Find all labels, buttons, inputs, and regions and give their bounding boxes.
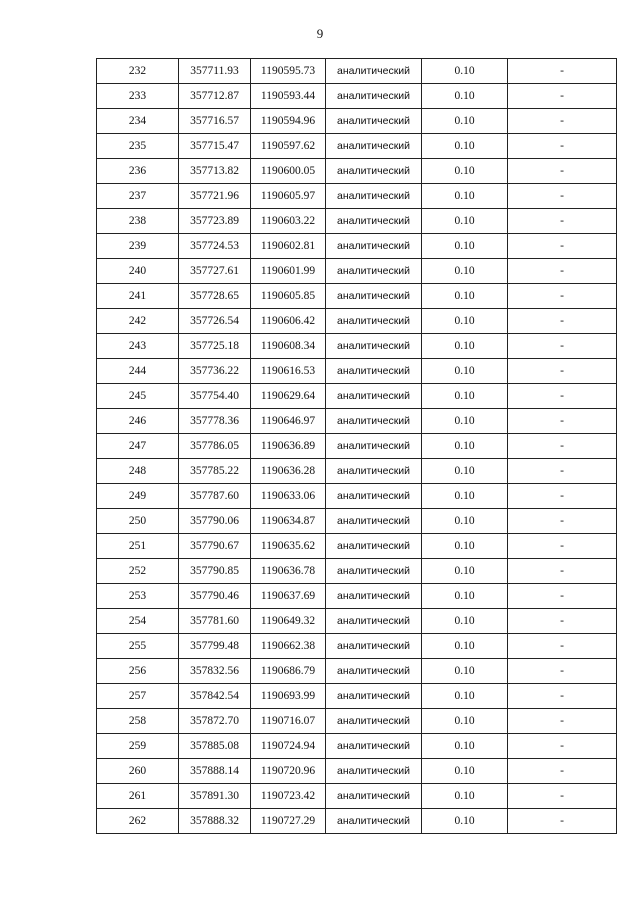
x-coordinate-cell: 357728.65 — [179, 284, 251, 309]
accuracy-cell: 0.10 — [422, 284, 508, 309]
accuracy-cell: 0.10 — [422, 659, 508, 684]
accuracy-cell: 0.10 — [422, 784, 508, 809]
y-coordinate-cell: 1190720.96 — [251, 759, 326, 784]
y-coordinate-cell: 1190605.85 — [251, 284, 326, 309]
note-cell: - — [508, 159, 617, 184]
x-coordinate-cell: 357725.18 — [179, 334, 251, 359]
y-coordinate-cell: 1190724.94 — [251, 734, 326, 759]
y-coordinate-cell: 1190662.38 — [251, 634, 326, 659]
x-coordinate-cell: 357716.57 — [179, 109, 251, 134]
y-coordinate-cell: 1190636.78 — [251, 559, 326, 584]
point-number-cell: 246 — [97, 409, 179, 434]
method-cell: аналитический — [326, 259, 422, 284]
x-coordinate-cell: 357715.47 — [179, 134, 251, 159]
table-row — [97, 484, 617, 509]
method-cell: аналитический — [326, 809, 422, 834]
note-cell: - — [508, 634, 617, 659]
note-cell: - — [508, 509, 617, 534]
point-number-cell: 237 — [97, 184, 179, 209]
accuracy-cell: 0.10 — [422, 584, 508, 609]
accuracy-cell: 0.10 — [422, 209, 508, 234]
table-row — [97, 784, 617, 809]
accuracy-cell: 0.10 — [422, 109, 508, 134]
accuracy-cell: 0.10 — [422, 134, 508, 159]
method-cell: аналитический — [326, 784, 422, 809]
point-number-cell: 261 — [97, 784, 179, 809]
table-row — [97, 384, 617, 409]
y-coordinate-cell: 1190686.79 — [251, 659, 326, 684]
table-row — [97, 709, 617, 734]
point-number-cell: 235 — [97, 134, 179, 159]
table-row — [97, 634, 617, 659]
note-cell: - — [508, 709, 617, 734]
accuracy-cell: 0.10 — [422, 409, 508, 434]
x-coordinate-cell: 357785.22 — [179, 459, 251, 484]
point-number-cell: 240 — [97, 259, 179, 284]
point-number-cell: 258 — [97, 709, 179, 734]
accuracy-cell: 0.10 — [422, 359, 508, 384]
method-cell: аналитический — [326, 734, 422, 759]
method-cell: аналитический — [326, 434, 422, 459]
table-row — [97, 209, 617, 234]
x-coordinate-cell: 357842.54 — [179, 684, 251, 709]
x-coordinate-cell: 357712.87 — [179, 84, 251, 109]
y-coordinate-cell: 1190601.99 — [251, 259, 326, 284]
table-body — [97, 59, 617, 834]
x-coordinate-cell: 357790.67 — [179, 534, 251, 559]
accuracy-cell: 0.10 — [422, 809, 508, 834]
accuracy-cell: 0.10 — [422, 459, 508, 484]
note-cell: - — [508, 784, 617, 809]
point-number-cell: 233 — [97, 84, 179, 109]
y-coordinate-cell: 1190629.64 — [251, 384, 326, 409]
table-row — [97, 534, 617, 559]
table-row — [97, 234, 617, 259]
method-cell: аналитический — [326, 59, 422, 84]
accuracy-cell: 0.10 — [422, 309, 508, 334]
method-cell: аналитический — [326, 109, 422, 134]
table-row — [97, 734, 617, 759]
table-row — [97, 409, 617, 434]
method-cell: аналитический — [326, 409, 422, 434]
x-coordinate-cell: 357727.61 — [179, 259, 251, 284]
table-row — [97, 334, 617, 359]
note-cell: - — [508, 59, 617, 84]
note-cell: - — [508, 359, 617, 384]
x-coordinate-cell: 357786.05 — [179, 434, 251, 459]
point-number-cell: 232 — [97, 59, 179, 84]
method-cell: аналитический — [326, 534, 422, 559]
x-coordinate-cell: 357781.60 — [179, 609, 251, 634]
accuracy-cell: 0.10 — [422, 84, 508, 109]
table-row — [97, 434, 617, 459]
table-row — [97, 84, 617, 109]
x-coordinate-cell: 357888.32 — [179, 809, 251, 834]
accuracy-cell: 0.10 — [422, 709, 508, 734]
coordinates-table — [96, 58, 617, 834]
note-cell: - — [508, 559, 617, 584]
accuracy-cell: 0.10 — [422, 159, 508, 184]
method-cell: аналитический — [326, 234, 422, 259]
y-coordinate-cell: 1190606.42 — [251, 309, 326, 334]
point-number-cell: 249 — [97, 484, 179, 509]
x-coordinate-cell: 357885.08 — [179, 734, 251, 759]
note-cell: - — [508, 434, 617, 459]
y-coordinate-cell: 1190594.96 — [251, 109, 326, 134]
accuracy-cell: 0.10 — [422, 559, 508, 584]
y-coordinate-cell: 1190636.28 — [251, 459, 326, 484]
method-cell: аналитический — [326, 359, 422, 384]
x-coordinate-cell: 357790.46 — [179, 584, 251, 609]
table-row — [97, 184, 617, 209]
note-cell: - — [508, 209, 617, 234]
y-coordinate-cell: 1190635.62 — [251, 534, 326, 559]
y-coordinate-cell: 1190593.44 — [251, 84, 326, 109]
x-coordinate-cell: 357787.60 — [179, 484, 251, 509]
point-number-cell: 250 — [97, 509, 179, 534]
y-coordinate-cell: 1190608.34 — [251, 334, 326, 359]
note-cell: - — [508, 484, 617, 509]
note-cell: - — [508, 134, 617, 159]
x-coordinate-cell: 357736.22 — [179, 359, 251, 384]
point-number-cell: 244 — [97, 359, 179, 384]
x-coordinate-cell: 357891.30 — [179, 784, 251, 809]
y-coordinate-cell: 1190716.07 — [251, 709, 326, 734]
x-coordinate-cell: 357723.89 — [179, 209, 251, 234]
method-cell: аналитический — [326, 309, 422, 334]
x-coordinate-cell: 357711.93 — [179, 59, 251, 84]
accuracy-cell: 0.10 — [422, 634, 508, 659]
method-cell: аналитический — [326, 759, 422, 784]
note-cell: - — [508, 684, 617, 709]
x-coordinate-cell: 357778.36 — [179, 409, 251, 434]
table-row — [97, 684, 617, 709]
point-number-cell: 236 — [97, 159, 179, 184]
y-coordinate-cell: 1190693.99 — [251, 684, 326, 709]
note-cell: - — [508, 584, 617, 609]
point-number-cell: 234 — [97, 109, 179, 134]
point-number-cell: 260 — [97, 759, 179, 784]
method-cell: аналитический — [326, 184, 422, 209]
note-cell: - — [508, 259, 617, 284]
point-number-cell: 255 — [97, 634, 179, 659]
accuracy-cell: 0.10 — [422, 609, 508, 634]
note-cell: - — [508, 459, 617, 484]
method-cell: аналитический — [326, 284, 422, 309]
x-coordinate-cell: 357724.53 — [179, 234, 251, 259]
method-cell: аналитический — [326, 609, 422, 634]
accuracy-cell: 0.10 — [422, 384, 508, 409]
table-row — [97, 134, 617, 159]
table-row — [97, 259, 617, 284]
accuracy-cell: 0.10 — [422, 734, 508, 759]
page-number: 9 — [316, 26, 324, 41]
table-row — [97, 459, 617, 484]
note-cell: - — [508, 659, 617, 684]
point-number-cell: 253 — [97, 584, 179, 609]
table-row — [97, 59, 617, 84]
table-row — [97, 759, 617, 784]
y-coordinate-cell: 1190637.69 — [251, 584, 326, 609]
point-number-cell: 257 — [97, 684, 179, 709]
table-row — [97, 659, 617, 684]
accuracy-cell: 0.10 — [422, 434, 508, 459]
method-cell: аналитический — [326, 684, 422, 709]
accuracy-cell: 0.10 — [422, 334, 508, 359]
x-coordinate-cell: 357799.48 — [179, 634, 251, 659]
y-coordinate-cell: 1190633.06 — [251, 484, 326, 509]
point-number-cell: 251 — [97, 534, 179, 559]
x-coordinate-cell: 357872.70 — [179, 709, 251, 734]
y-coordinate-cell: 1190595.73 — [251, 59, 326, 84]
accuracy-cell: 0.10 — [422, 534, 508, 559]
table-row — [97, 809, 617, 834]
x-coordinate-cell: 357726.54 — [179, 309, 251, 334]
method-cell: аналитический — [326, 334, 422, 359]
note-cell: - — [508, 309, 617, 334]
point-number-cell: 241 — [97, 284, 179, 309]
x-coordinate-cell: 357790.06 — [179, 509, 251, 534]
point-number-cell: 256 — [97, 659, 179, 684]
point-number-cell: 239 — [97, 234, 179, 259]
table-row — [97, 359, 617, 384]
method-cell: аналитический — [326, 634, 422, 659]
y-coordinate-cell: 1190616.53 — [251, 359, 326, 384]
method-cell: аналитический — [326, 484, 422, 509]
x-coordinate-cell: 357832.56 — [179, 659, 251, 684]
method-cell: аналитический — [326, 509, 422, 534]
table-row — [97, 609, 617, 634]
y-coordinate-cell: 1190600.05 — [251, 159, 326, 184]
x-coordinate-cell: 357790.85 — [179, 559, 251, 584]
x-coordinate-cell: 357713.82 — [179, 159, 251, 184]
method-cell: аналитический — [326, 159, 422, 184]
point-number-cell: 248 — [97, 459, 179, 484]
point-number-cell: 254 — [97, 609, 179, 634]
accuracy-cell: 0.10 — [422, 234, 508, 259]
table-row — [97, 509, 617, 534]
accuracy-cell: 0.10 — [422, 509, 508, 534]
note-cell: - — [508, 84, 617, 109]
method-cell: аналитический — [326, 709, 422, 734]
x-coordinate-cell: 357754.40 — [179, 384, 251, 409]
accuracy-cell: 0.10 — [422, 259, 508, 284]
y-coordinate-cell: 1190602.81 — [251, 234, 326, 259]
accuracy-cell: 0.10 — [422, 484, 508, 509]
note-cell: - — [508, 109, 617, 134]
y-coordinate-cell: 1190646.97 — [251, 409, 326, 434]
note-cell: - — [508, 334, 617, 359]
note-cell: - — [508, 534, 617, 559]
table-row — [97, 309, 617, 334]
accuracy-cell: 0.10 — [422, 59, 508, 84]
x-coordinate-cell: 357721.96 — [179, 184, 251, 209]
note-cell: - — [508, 734, 617, 759]
x-coordinate-cell: 357888.14 — [179, 759, 251, 784]
note-cell: - — [508, 759, 617, 784]
y-coordinate-cell: 1190649.32 — [251, 609, 326, 634]
point-number-cell: 262 — [97, 809, 179, 834]
note-cell: - — [508, 609, 617, 634]
y-coordinate-cell: 1190723.42 — [251, 784, 326, 809]
accuracy-cell: 0.10 — [422, 184, 508, 209]
y-coordinate-cell: 1190603.22 — [251, 209, 326, 234]
y-coordinate-cell: 1190597.62 — [251, 134, 326, 159]
method-cell: аналитический — [326, 84, 422, 109]
point-number-cell: 245 — [97, 384, 179, 409]
point-number-cell: 243 — [97, 334, 179, 359]
method-cell: аналитический — [326, 584, 422, 609]
note-cell: - — [508, 184, 617, 209]
table-row — [97, 109, 617, 134]
y-coordinate-cell: 1190727.29 — [251, 809, 326, 834]
table-row — [97, 159, 617, 184]
table-row — [97, 284, 617, 309]
method-cell: аналитический — [326, 459, 422, 484]
note-cell: - — [508, 809, 617, 834]
note-cell: - — [508, 384, 617, 409]
point-number-cell: 242 — [97, 309, 179, 334]
table-row — [97, 559, 617, 584]
note-cell: - — [508, 284, 617, 309]
method-cell: аналитический — [326, 559, 422, 584]
point-number-cell: 247 — [97, 434, 179, 459]
table-row — [97, 584, 617, 609]
point-number-cell: 238 — [97, 209, 179, 234]
accuracy-cell: 0.10 — [422, 759, 508, 784]
point-number-cell: 252 — [97, 559, 179, 584]
y-coordinate-cell: 1190605.97 — [251, 184, 326, 209]
y-coordinate-cell: 1190636.89 — [251, 434, 326, 459]
note-cell: - — [508, 234, 617, 259]
y-coordinate-cell: 1190634.87 — [251, 509, 326, 534]
note-cell: - — [508, 409, 617, 434]
method-cell: аналитический — [326, 384, 422, 409]
point-number-cell: 259 — [97, 734, 179, 759]
accuracy-cell: 0.10 — [422, 684, 508, 709]
method-cell: аналитический — [326, 134, 422, 159]
method-cell: аналитический — [326, 209, 422, 234]
method-cell: аналитический — [326, 659, 422, 684]
